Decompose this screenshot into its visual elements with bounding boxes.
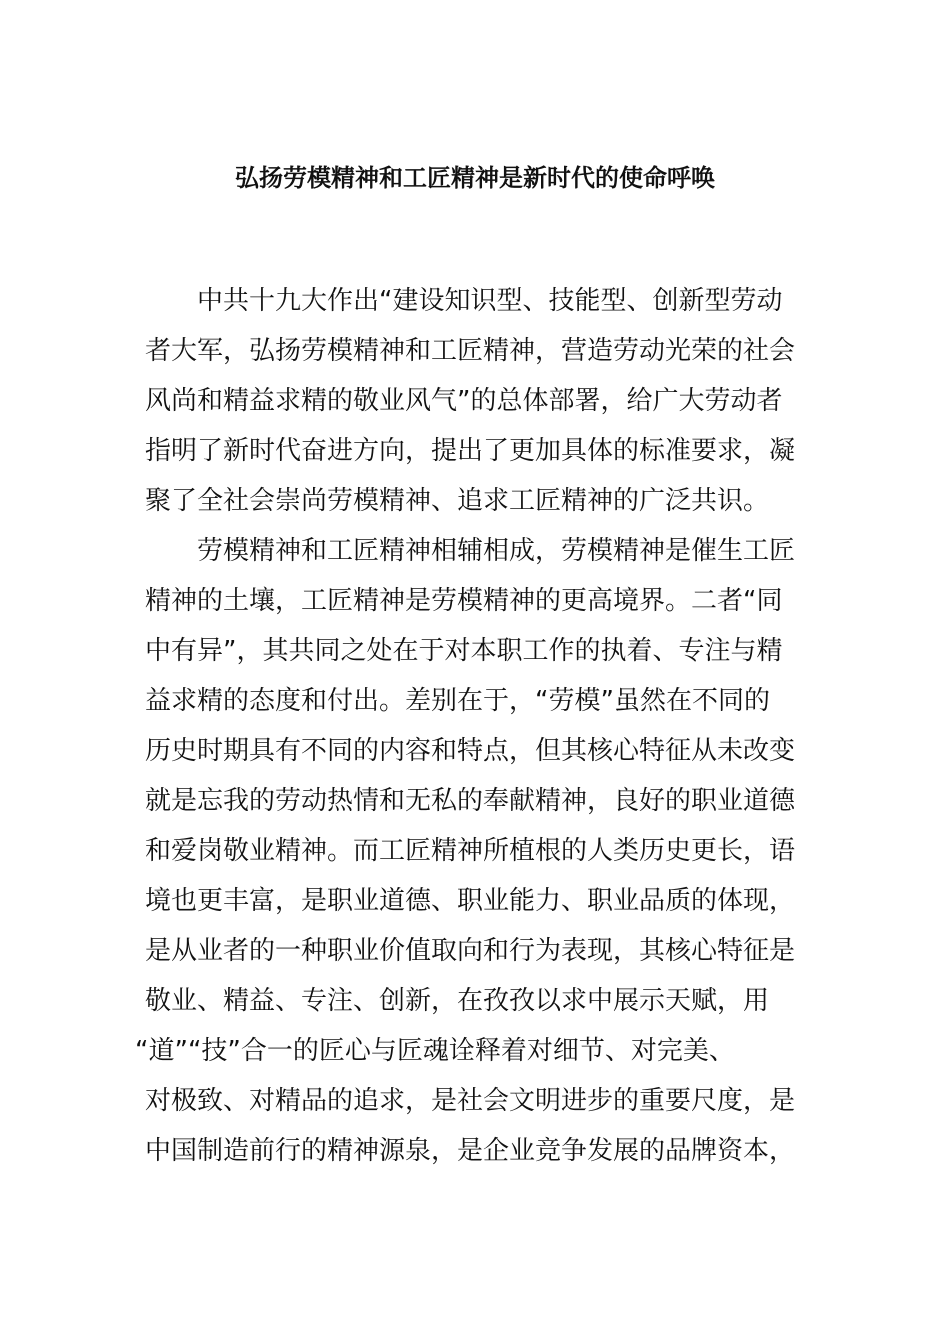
paragraph-line: 历史时期具有不同的内容和特点，但其核心特征从未改变 (145, 736, 796, 766)
paragraph-line: 精神的土壤，工匠精神是劳模精神的更高境界。二者“同 (145, 586, 783, 616)
paragraph-line: 就是忘我的劳动热情和无私的奉献精神，良好的职业道德 (145, 786, 796, 816)
paragraph-line: 益求精的态度和付出。差别在于，“劳模”虽然在不同的 (145, 686, 770, 716)
paragraph-line: “道”“技”合一的匠心与匠魂诠释着对细节、对完美、 (135, 1036, 735, 1066)
paragraph-line: 劳模精神和工匠精神相辅相成，劳模精神是催生工匠 (197, 536, 796, 566)
paragraph-line: 对极致、对精品的追求，是社会文明进步的重要尺度，是 (145, 1086, 796, 1116)
paragraph-line: 风尚和精益求精的敬业风气”的总体部署，给广大劳动者 (145, 386, 783, 416)
document-title: 弘扬劳模精神和工匠精神是新时代的使命呼唤 (235, 164, 715, 192)
paragraph-line: 和爱岗敬业精神。而工匠精神所植根的人类历史更长，语 (145, 836, 796, 866)
paragraph-line: 中共十九大作出“建设知识型、技能型、创新型劳动 (197, 286, 783, 316)
paragraph-line: 指明了新时代奋进方向，提出了更加具体的标准要求，凝 (145, 436, 796, 466)
paragraph-line: 敬业、精益、专注、创新，在孜孜以求中展示天赋，用 (145, 986, 770, 1016)
paragraph-line: 中国制造前行的精神源泉，是企业竞争发展的品牌资本， (145, 1136, 796, 1166)
paragraph-line: 境也更丰富，是职业道德、职业能力、职业品质的体现， (145, 886, 796, 916)
paragraph-line: 聚了全社会崇尚劳模精神、追求工匠精神的广泛共识。 (145, 486, 770, 516)
document-body (135, 276, 810, 1176)
paragraph-line: 者大军，弘扬劳模精神和工匠精神，营造劳动光荣的社会 (145, 336, 796, 366)
paragraph-line: 中有异”，其共同之处在于对本职工作的执着、专注与精 (145, 636, 783, 666)
paragraph-line: 是从业者的一种职业价值取向和行为表现，其核心特征是 (145, 936, 796, 966)
